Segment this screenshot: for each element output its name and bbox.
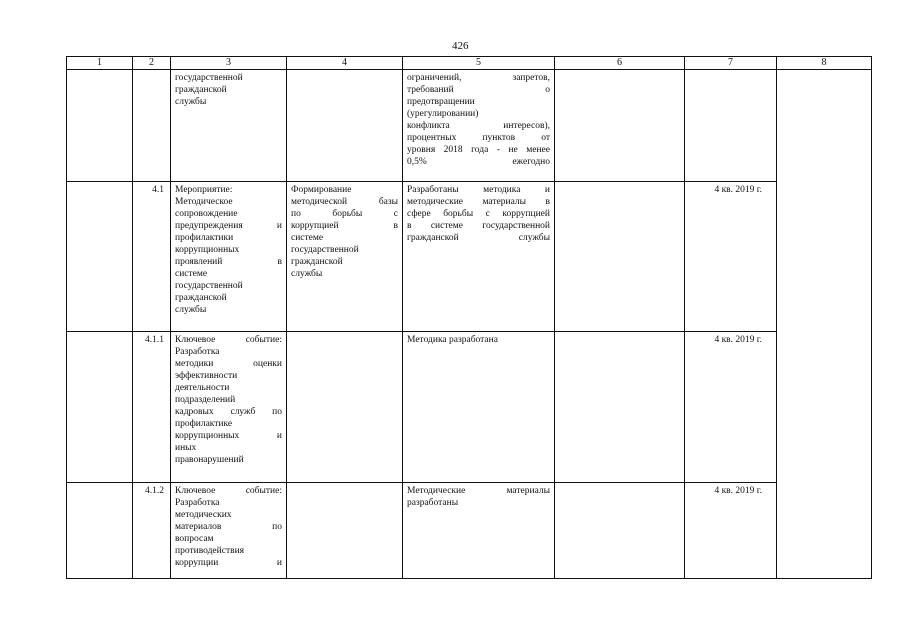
row-4-1-2-number: 4.1.2 — [145, 486, 164, 496]
column-header-1: 1 — [97, 57, 102, 68]
row-4-1-deadline: 4 кв. 2019 г. — [714, 185, 762, 195]
cell-text-line: предупреждения и — [175, 221, 282, 231]
row-0-activity — [175, 72, 282, 108]
cell-text-line: государственной — [291, 245, 359, 255]
table-col-rule — [170, 56, 171, 579]
column-header-7: 7 — [728, 57, 733, 68]
cell-text-line: деятельности — [175, 383, 230, 393]
row-4-1-2-result — [407, 485, 550, 509]
cell-text-line: 0,5% ежегодно — [407, 157, 550, 167]
cell-text-line: методических — [175, 510, 232, 520]
cell-text-line: государственной — [175, 281, 243, 291]
cell-text-line: Мероприятие: — [175, 185, 233, 195]
table-col-rule — [776, 56, 777, 579]
cell-text-line: Разработка — [175, 498, 220, 508]
cell-text-line: в системе государственной — [407, 221, 550, 231]
cell-text-line: Ключевое событие: — [175, 486, 282, 496]
cell-text-line: службы — [175, 97, 207, 107]
cell-text-line: коррупции и — [175, 558, 282, 568]
cell-text-line: предотвращении — [407, 97, 475, 107]
cell-text-line: по борьбы с — [291, 209, 398, 219]
cell-text-line: материалов по — [175, 522, 282, 532]
column-header-5: 5 — [476, 57, 481, 68]
cell-text-line: гражданской службы — [407, 233, 550, 243]
row-4-1-activity — [175, 184, 282, 316]
cell-text-line: системе — [175, 269, 208, 279]
cell-text-line: разработаны — [407, 498, 459, 508]
table-col-rule — [132, 56, 133, 579]
cell-text-line: ограничений, запретов, — [407, 73, 550, 83]
cell-text-line: коррупционных — [175, 245, 240, 255]
cell-text-line: (урегулировании) — [407, 109, 479, 119]
table-rule-row-3 — [66, 482, 776, 483]
table-col-rule — [554, 56, 555, 579]
table-rule-bottom — [66, 578, 872, 579]
cell-text-line: методической базы — [291, 197, 398, 207]
cell-text-line: методики оценки — [175, 359, 282, 369]
page-number: 426 — [452, 40, 469, 52]
cell-text-line: вопросам — [175, 534, 214, 544]
cell-text-line: правонарушений — [175, 455, 244, 465]
cell-text-line: гражданской — [175, 293, 227, 303]
table-col-rule — [684, 56, 685, 579]
row-4-1-result — [407, 184, 550, 244]
cell-text-line: службы — [291, 269, 323, 279]
cell-text-line: государственной — [175, 73, 243, 83]
cell-text-line: Ключевое событие: — [175, 335, 282, 345]
cell-text-line: гражданской — [175, 85, 227, 95]
cell-text-line: противодействия — [175, 546, 245, 556]
cell-text-line: гражданской — [291, 257, 343, 267]
row-4-1-2-deadline: 4 кв. 2019 г. — [714, 486, 762, 496]
cell-text-line: профилактики — [175, 233, 234, 243]
column-header-2: 2 — [149, 57, 154, 68]
cell-text-line: иных — [175, 443, 197, 453]
cell-text-line: сопровождение — [175, 209, 238, 219]
cell-text-line: эффективности — [175, 371, 238, 381]
cell-text-line: Разработаны методика и — [407, 185, 550, 195]
cell-text-line: профилактике — [175, 419, 233, 429]
row-4-1-2-activity — [175, 485, 282, 577]
cell-text-line: подразделений — [175, 395, 236, 405]
cell-text-line: конфликта интересов), — [407, 121, 550, 131]
row-4-1-1-number: 4.1.1 — [145, 335, 164, 345]
column-header-8: 8 — [821, 57, 827, 68]
cell-text-line: процентных пунктов от — [407, 133, 550, 143]
cell-text-line: Методические материалы — [407, 486, 550, 496]
cell-text-line: коррупционных и — [175, 431, 282, 441]
cell-text-line: Методика разработана — [407, 335, 498, 345]
table-col-rule — [871, 56, 872, 579]
table-col-rule — [402, 56, 403, 579]
cell-text-line: Разработка — [175, 347, 220, 357]
cell-text-line: коррупцией в — [291, 221, 398, 231]
table-col-rule — [66, 56, 67, 579]
column-header-6: 6 — [617, 57, 622, 68]
column-header-3: 3 — [226, 57, 231, 68]
cell-text-line: системе — [291, 233, 324, 243]
cell-text-line: проявлений в — [175, 257, 282, 267]
row-4-1-1-result — [407, 334, 550, 346]
table-rule-header — [66, 69, 872, 70]
table-rule-row-1 — [66, 181, 776, 182]
row-4-1-1-deadline: 4 кв. 2019 г. — [714, 335, 762, 345]
row-4-1-1-activity — [175, 334, 282, 482]
cell-text-line: Методическое — [175, 197, 233, 207]
row-4-1-goal — [291, 184, 398, 280]
cell-text-line: кадровых служб по — [175, 407, 282, 417]
cell-text-line: методические материалы в — [407, 197, 550, 207]
cell-text-line: Формирование — [291, 185, 352, 195]
cell-text-line: требований о — [407, 85, 550, 95]
table-rule-row-2 — [66, 331, 776, 332]
row-4-1-number: 4.1 — [152, 185, 164, 195]
column-header-4: 4 — [342, 57, 347, 68]
cell-text-line: службы — [175, 305, 207, 315]
cell-text-line: сфере борьбы с коррупцией — [407, 209, 550, 219]
table-col-rule — [286, 56, 287, 579]
row-0-result — [407, 72, 550, 168]
cell-text-line: уровня 2018 года - не менее — [407, 145, 550, 155]
